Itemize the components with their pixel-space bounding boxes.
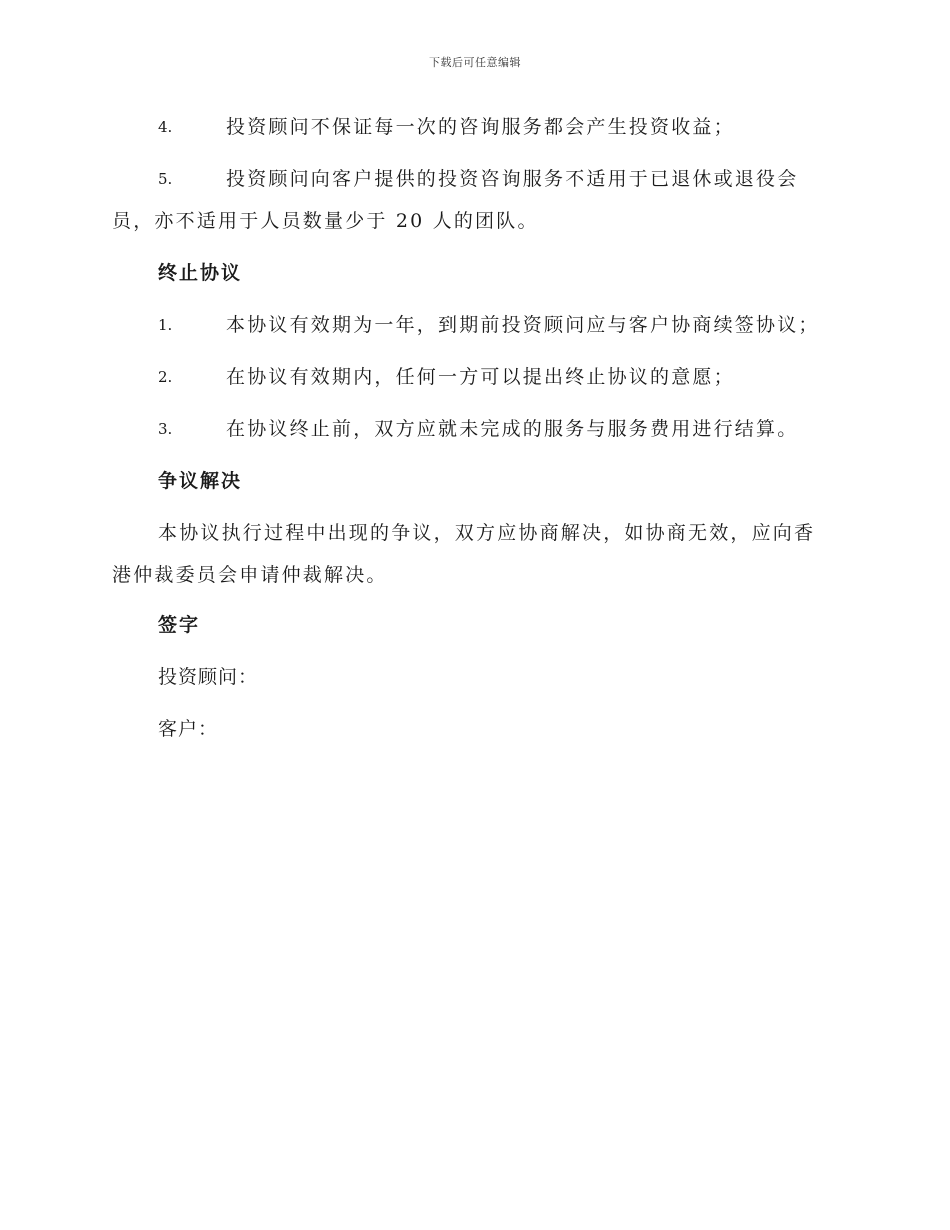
client-signature-label: 客户： — [158, 718, 219, 740]
list-item-text: 投资顾问不保证每一次的咨询服务都会产生投资收益； — [226, 116, 735, 138]
dispute-paragraph-line: 港仲裁委员会申请仲裁解决。 — [112, 564, 388, 586]
list-item-number: 5. — [158, 170, 173, 188]
section-heading-signature: 签字 — [158, 614, 201, 636]
page-header: 下载后可任意编辑 — [429, 56, 521, 69]
list-item-number: 4. — [158, 118, 173, 136]
list-item-number: 1. — [158, 316, 173, 334]
advisor-signature-label: 投资顾问： — [158, 666, 259, 688]
list-item-text: 在协议终止前，双方应就未完成的服务与服务费用进行结算。 — [226, 418, 799, 440]
section-heading-termination: 终止协议 — [158, 262, 243, 284]
list-item-text: 在协议有效期内，任何一方可以提出终止协议的意愿； — [226, 366, 735, 388]
dispute-paragraph-line: 本协议执行过程中出现的争议，双方应协商解决，如协商无效，应向香 — [158, 522, 816, 544]
list-item-text: 投资顾问向客户提供的投资咨询服务不适用于已退休或退役会 — [226, 168, 799, 190]
section-heading-dispute: 争议解决 — [158, 470, 243, 492]
list-item-number: 2. — [158, 368, 173, 386]
list-item-continuation: 员，亦不适用于人员数量少于 20 人的团队。 — [112, 210, 539, 232]
list-item-number: 3. — [158, 420, 173, 438]
list-item-text: 本协议有效期为一年，到期前投资顾问应与客户协商续签协议； — [226, 314, 820, 336]
